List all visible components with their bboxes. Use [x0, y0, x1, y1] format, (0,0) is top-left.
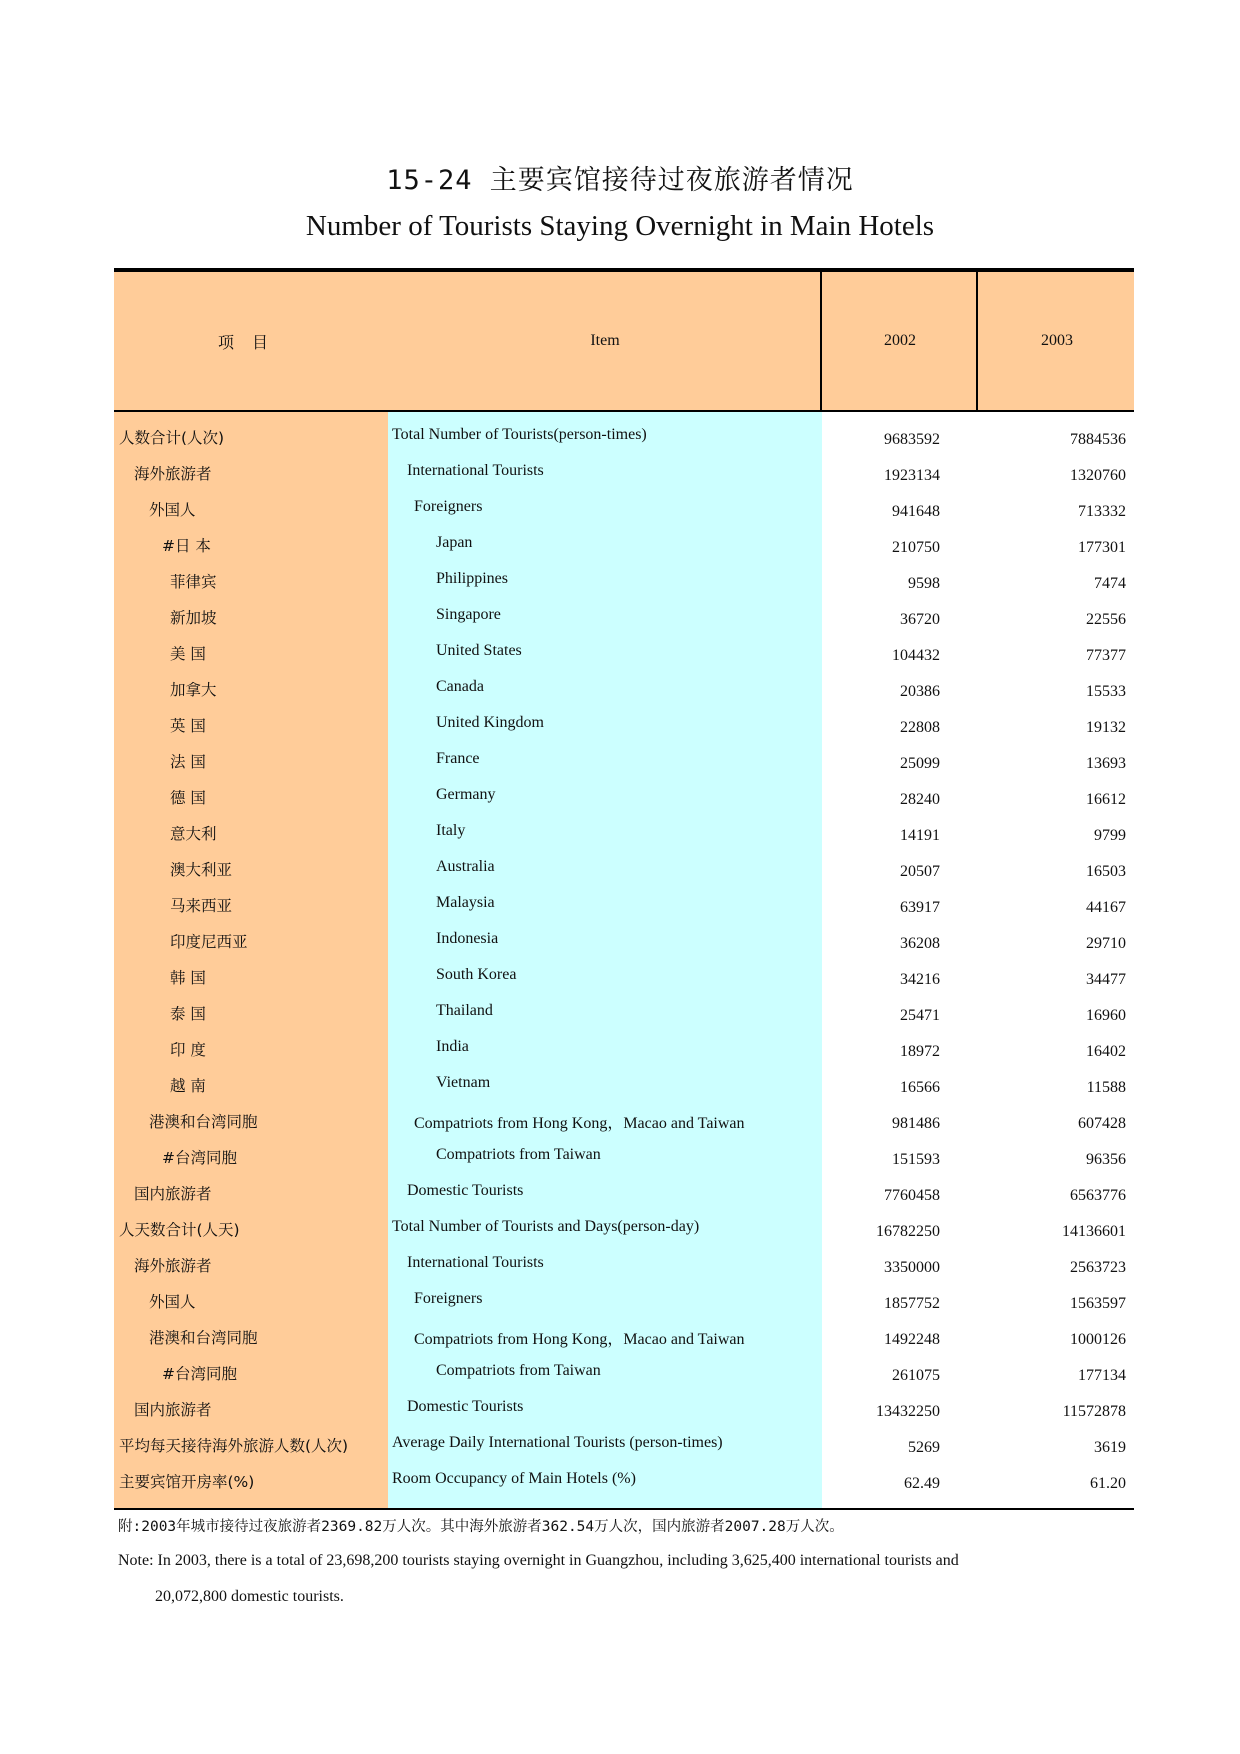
note-chinese: 附:2003年城市接待过夜旅游者2369.82万人次。其中海外旅游者362.54万人次，国内旅游者2007.28万人次。 [118, 1519, 844, 1535]
value-2003: 16612 [1086, 791, 1126, 808]
value-2003: 16960 [1086, 1007, 1126, 1024]
value-2002: 13432250 [876, 1403, 940, 1420]
table-row [114, 890, 1134, 926]
row-label-chinese: 国内旅游者 [134, 1401, 212, 1419]
row-label-chinese: 港澳和台湾同胞 [149, 1113, 258, 1131]
table-row [114, 1178, 1134, 1214]
row-label-english: Indonesia [436, 930, 499, 947]
table-row [114, 638, 1134, 674]
value-2003: 11572878 [1062, 1403, 1126, 1420]
row-label-english: Japan [436, 534, 473, 551]
table-row [114, 494, 1134, 530]
value-2003: 19132 [1086, 719, 1126, 736]
row-label-chinese: 国内旅游者 [134, 1185, 212, 1203]
row-label-english: Domestic Tourists [407, 1398, 524, 1415]
value-2003: 607428 [1078, 1115, 1126, 1132]
row-label-chinese: 菲律宾 [170, 573, 217, 591]
table-body [114, 412, 1134, 1508]
row-label-chinese: 法 国 [170, 753, 206, 771]
row-label-chinese: 意大利 [170, 825, 217, 843]
value-2002: 5269 [908, 1439, 940, 1456]
value-2002: 20507 [900, 863, 940, 880]
value-2002: 25099 [900, 755, 940, 772]
row-label-chinese: 主要宾馆开房率(%) [119, 1473, 255, 1491]
value-2003: 15533 [1086, 683, 1126, 700]
table-row [114, 962, 1134, 998]
value-2003: 7884536 [1070, 431, 1126, 448]
value-2002: 261075 [892, 1367, 940, 1384]
table-row [114, 602, 1134, 638]
row-label-english: South Korea [436, 966, 517, 983]
header-item-english: Item [590, 332, 620, 349]
row-label-chinese: 外国人 [149, 501, 196, 519]
row-label-chinese: 英 国 [170, 717, 206, 735]
table-row [114, 1106, 1134, 1142]
value-2002: 1923134 [884, 467, 940, 484]
header-year-2002: 2002 [820, 272, 978, 410]
table-row [114, 458, 1134, 494]
value-2002: 3350000 [884, 1259, 940, 1276]
value-2002: 151593 [892, 1151, 940, 1168]
value-2003: 96356 [1086, 1151, 1126, 1168]
table-row [114, 998, 1134, 1034]
table-row [114, 674, 1134, 710]
table-row [114, 854, 1134, 890]
table-row [114, 1466, 1134, 1502]
row-label-english: Canada [436, 678, 484, 695]
value-2002: 36720 [900, 611, 940, 628]
value-2002: 16782250 [876, 1223, 940, 1240]
value-2003: 29710 [1086, 935, 1126, 952]
row-label-chinese: 马来西亚 [170, 897, 233, 915]
row-label-chinese: 外国人 [149, 1293, 196, 1311]
value-2002: 9598 [908, 575, 940, 592]
row-label-english: Singapore [436, 606, 501, 623]
value-2002: 9683592 [884, 431, 940, 448]
row-label-chinese: 印 度 [170, 1041, 206, 1059]
row-label-english: International Tourists [407, 462, 544, 479]
table-row [114, 1070, 1134, 1106]
row-label-english: Compatriots from Taiwan [436, 1362, 601, 1379]
value-2002: 1492248 [884, 1331, 940, 1348]
value-2003: 9799 [1094, 827, 1126, 844]
table-row [114, 566, 1134, 602]
row-label-chinese: 港澳和台湾同胞 [149, 1329, 258, 1347]
row-label-english: Australia [436, 858, 495, 875]
value-2003: 1563597 [1070, 1295, 1126, 1312]
value-2003: 13693 [1086, 755, 1126, 772]
row-label-chinese: #日 本 [162, 537, 211, 555]
row-label-chinese: 人天数合计(人天) [119, 1221, 240, 1239]
note-english-line1: Note: In 2003, there is a total of 23,698,200 tourists staying overnight in Guangzhou, including 3,625,400 international tourists and [118, 1552, 959, 1569]
value-2002: 62.49 [904, 1475, 940, 1492]
table-row [114, 818, 1134, 854]
value-2002: 18972 [900, 1043, 940, 1060]
row-label-chinese: #台湾同胞 [162, 1365, 237, 1383]
row-label-chinese: 澳大利亚 [170, 861, 233, 879]
value-2003: 177134 [1078, 1367, 1126, 1384]
row-label-english: Vietnam [436, 1074, 491, 1091]
table-rows [114, 412, 1134, 1502]
table-row [114, 1322, 1134, 1358]
table-row [114, 530, 1134, 566]
value-2002: 20386 [900, 683, 940, 700]
value-2003: 6563776 [1070, 1187, 1126, 1204]
table-row [114, 746, 1134, 782]
row-label-english: Total Number of Tourists(person-times) [392, 426, 647, 443]
table-row [114, 710, 1134, 746]
table-row [114, 422, 1134, 458]
value-2003: 2563723 [1070, 1259, 1126, 1276]
row-label-chinese: 韩 国 [170, 969, 206, 987]
table-row [114, 1214, 1134, 1250]
table-row [114, 926, 1134, 962]
value-2003: 77377 [1086, 647, 1126, 664]
value-2003: 22556 [1086, 611, 1126, 628]
value-2002: 63917 [900, 899, 940, 916]
value-2002: 16566 [900, 1079, 940, 1096]
value-2002: 34216 [900, 971, 940, 988]
row-label-chinese: 平均每天接待海外旅游人数(人次) [119, 1437, 349, 1455]
row-label-chinese: 越 南 [170, 1077, 206, 1095]
value-2003: 3619 [1094, 1439, 1126, 1456]
row-label-english: Italy [436, 822, 466, 839]
page-title-english: Number of Tourists Staying Overnight in Main Hotels [305, 210, 935, 242]
value-2002: 941648 [892, 503, 940, 520]
row-label-english: Compatriots from Hong Kong，Macao and Taiwan [414, 1115, 745, 1132]
value-2003: 16402 [1086, 1043, 1126, 1060]
row-label-chinese: #台湾同胞 [162, 1149, 237, 1167]
table-row [114, 782, 1134, 818]
value-2002: 210750 [892, 539, 940, 556]
row-label-chinese: 美 国 [170, 645, 206, 663]
row-label-english: Average Daily International Tourists (person-times) [392, 1434, 723, 1451]
value-2002: 28240 [900, 791, 940, 808]
header-year-2003: 2003 [976, 272, 1136, 410]
value-2003: 44167 [1086, 899, 1126, 916]
row-label-english: Philippines [436, 570, 509, 587]
row-label-english: Compatriots from Taiwan [436, 1146, 601, 1163]
value-2002: 981486 [892, 1115, 940, 1132]
table-row [114, 1430, 1134, 1466]
value-2002: 104432 [892, 647, 940, 664]
row-label-chinese: 印度尼西亚 [170, 933, 248, 951]
value-2003: 1320760 [1070, 467, 1126, 484]
row-label-english: France [436, 750, 480, 767]
row-label-chinese: 德 国 [170, 789, 206, 807]
row-label-english: Thailand [436, 1002, 493, 1019]
value-2003: 7474 [1094, 575, 1126, 592]
table-row [114, 1358, 1134, 1394]
row-label-english: India [436, 1038, 469, 1055]
table-row [114, 1286, 1134, 1322]
value-2003: 1000126 [1070, 1331, 1126, 1348]
row-label-chinese: 海外旅游者 [134, 465, 212, 483]
row-label-english: Domestic Tourists [407, 1182, 524, 1199]
row-label-english: Foreigners [414, 1290, 483, 1307]
value-2003: 14136601 [1062, 1223, 1126, 1240]
table-row [114, 1250, 1134, 1286]
table-row [114, 1034, 1134, 1070]
row-label-chinese: 新加坡 [170, 609, 217, 627]
value-2002: 14191 [900, 827, 940, 844]
value-2003: 34477 [1086, 971, 1126, 988]
table-bottom-rule [114, 1508, 1134, 1510]
table-row [114, 1142, 1134, 1178]
value-2002: 25471 [900, 1007, 940, 1024]
note-english-line2: 20,072,800 domestic tourists. [155, 1588, 344, 1605]
row-label-english: Malaysia [436, 894, 495, 911]
row-label-chinese: 海外旅游者 [134, 1257, 212, 1275]
value-2002: 1857752 [884, 1295, 940, 1312]
value-2003: 61.20 [1090, 1475, 1126, 1492]
row-label-english: Germany [436, 786, 496, 803]
value-2002: 36208 [900, 935, 940, 952]
row-label-english: United States [436, 642, 522, 659]
row-label-english: Compatriots from Hong Kong，Macao and Taiwan [414, 1331, 745, 1348]
value-2003: 177301 [1078, 539, 1126, 556]
row-label-english: Total Number of Tourists and Days(person-day) [392, 1218, 700, 1235]
value-2002: 22808 [900, 719, 940, 736]
value-2003: 713332 [1078, 503, 1126, 520]
row-label-chinese: 人数合计(人次) [119, 429, 225, 447]
row-label-english: International Tourists [407, 1254, 544, 1271]
page-title-chinese: 15-24 主要宾馆接待过夜旅游者情况 [386, 165, 854, 196]
row-label-chinese: 泰 国 [170, 1005, 206, 1023]
row-label-english: Foreigners [414, 498, 483, 515]
row-label-chinese: 加拿大 [170, 681, 217, 699]
header-item-chinese: 项目 [217, 332, 286, 352]
row-label-english: United Kingdom [436, 714, 544, 731]
value-2003: 16503 [1086, 863, 1126, 880]
row-label-english: Room Occupancy of Main Hotels (%) [392, 1470, 636, 1487]
table-header [114, 272, 1134, 412]
value-2003: 11588 [1086, 1079, 1126, 1096]
table-row [114, 1394, 1134, 1430]
value-2002: 7760458 [884, 1187, 940, 1204]
